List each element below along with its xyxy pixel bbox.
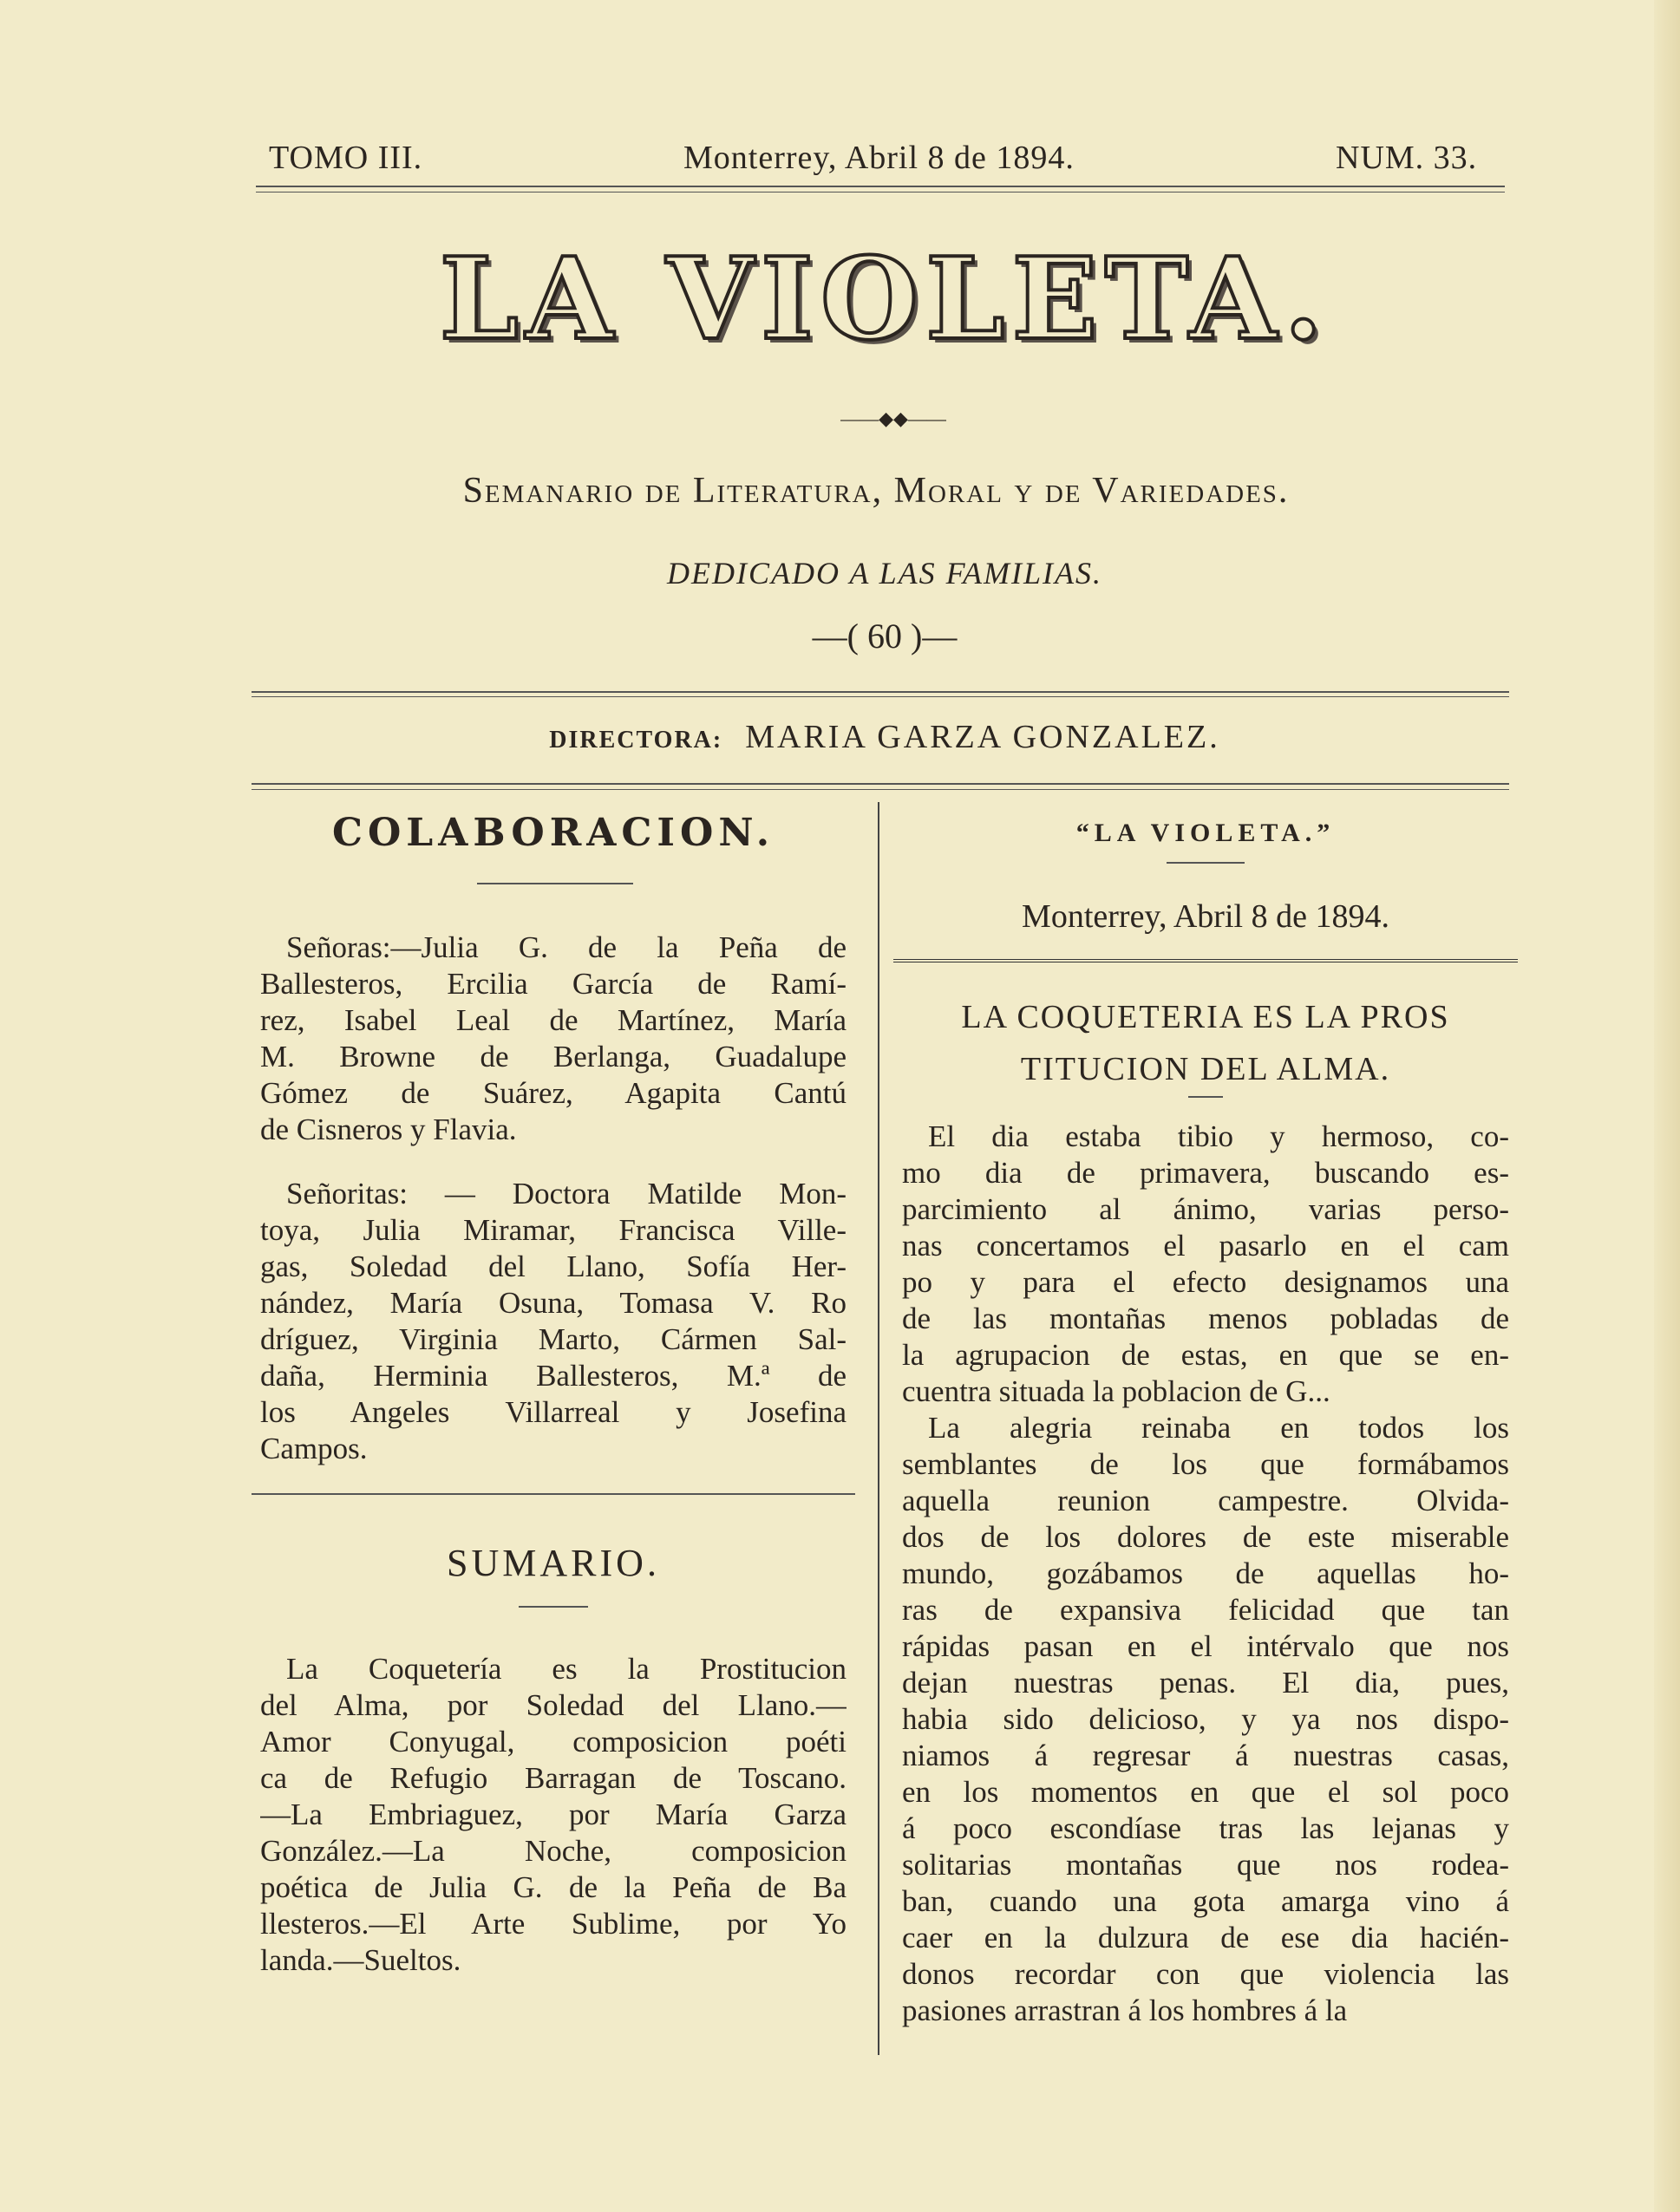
page-number: —( 60 )— (812, 617, 958, 656)
text-line: del Alma, por Soledad del Llano.— (260, 1688, 847, 1722)
ornament-divider: ——◆◆—— (840, 408, 946, 429)
text-line: landa.—Sueltos. (260, 1943, 461, 1977)
sumario-heading: SUMARIO. (447, 1542, 660, 1584)
masthead-rule-thin (252, 696, 1509, 697)
text-line: donos recordar con que violencia las (902, 1957, 1509, 1991)
text-line: mundo, gozábamos de aquellas ho- (902, 1556, 1509, 1590)
text-line: ca de Refugio Barragan de Toscano. (260, 1761, 847, 1795)
dedication: DEDICADO A LAS FAMILIAS. (667, 556, 1102, 591)
paper-name: “LA VIOLETA.” (1075, 819, 1336, 847)
director-line (260, 718, 1509, 756)
text-line: aquella reunion campestre. Olvida- (902, 1484, 1509, 1517)
colaboracion-heading: COLABORACION. (331, 811, 775, 855)
text-line: La Coquetería es la Prostitucion (286, 1652, 847, 1686)
masthead-rule (252, 691, 1509, 693)
issue-number: NUM. 33. (1336, 140, 1478, 176)
text-line: poética de Julia G. de la Peña de Ba (260, 1870, 847, 1904)
text-line: po y para el efecto designamos una (902, 1265, 1509, 1299)
header-rule (256, 186, 1505, 187)
text-line: nández, María Osuna, Tomasa V. Ro (260, 1286, 847, 1320)
text-line: solitarias montañas que nos rodea- (902, 1848, 1509, 1882)
text-line: Gómez de Suárez, Agapita Cantú (260, 1076, 847, 1110)
text-line: Señoritas: — Doctora Matilde Mon- (286, 1177, 847, 1210)
masthead-title: LA VIOLETA. (439, 232, 1330, 365)
text-line: mo dia de primavera, buscando es- (902, 1156, 1509, 1190)
text-line: de Cisneros y Flavia. (260, 1113, 517, 1146)
header-dateline: Monterrey, Abril 8 de 1894. (683, 140, 1075, 176)
left-column (260, 811, 847, 1979)
text-line: rez, Isabel Leal de Martínez, María (260, 1003, 847, 1037)
volume-label: TOMO III. (269, 140, 423, 176)
headline-line-2: TITUCION DEL ALMA. (1020, 1051, 1391, 1087)
double-rule (893, 959, 1518, 966)
text-line: daña, Herminia Ballesteros, M.ª de (260, 1359, 847, 1393)
heading-rule (477, 883, 633, 884)
senoritas-paragraph (260, 1176, 847, 1467)
article-paragraph-2 (902, 1410, 1509, 2029)
text-line: pasiones arrastran á los hombres á la (902, 1993, 1348, 2027)
text-line: nas concertamos el pasarlo en el cam (902, 1229, 1509, 1263)
text-line: M. Browne de Berlanga, Guadalupe (260, 1040, 847, 1073)
text-line: ras de expansiva felicidad que tan (902, 1593, 1509, 1627)
text-line: de las montañas menos pobladas de (902, 1302, 1509, 1335)
director-rule (252, 783, 1509, 785)
text-line: Señoras:—Julia G. de la Peña de (286, 930, 847, 964)
text-line: á poco escondíase tras las lejanas y (902, 1811, 1509, 1845)
page-edge (1654, 0, 1680, 2212)
text-line: los Angeles Villarreal y Josefina (260, 1395, 847, 1429)
text-line: llesteros.—El Arte Sublime, por Yo (260, 1907, 847, 1941)
text-line: la agrupacion de estas, en que se en- (902, 1338, 1509, 1372)
headline-line-1: LA COQUETERIA ES LA PROS (961, 999, 1450, 1035)
text-line: rápidas pasan en el intérvalo que nos (902, 1629, 1509, 1663)
text-line: Amor Conyugal, composicion poéti (260, 1725, 847, 1759)
text-line: habia sido delicioso, y ya nos dispo- (902, 1702, 1509, 1736)
text-line: ban, cuando una gota amarga vino á (902, 1884, 1509, 1918)
text-line: González.—La Noche, composicion (260, 1834, 847, 1868)
text-line: parcimiento al ánimo, varias perso- (902, 1192, 1509, 1226)
text-line: Campos. (260, 1432, 368, 1465)
text-line: gas, Soledad del Llano, Sofía Her- (260, 1250, 847, 1283)
article-paragraph-1 (902, 1119, 1509, 1410)
text-line: dos de los dolores de este miserable (902, 1520, 1509, 1554)
text-line: en los momentos en que el sol poco (902, 1775, 1509, 1809)
text-line: caer en la dulzura de ese dia hacién- (902, 1921, 1509, 1954)
right-column (902, 815, 1509, 2029)
text-line: Ballesteros, Ercilia García de Ramí- (260, 967, 847, 1001)
text-line: toya, Julia Miramar, Francisca Ville- (260, 1213, 847, 1247)
text-line: cuentra situada la poblacion de G... (902, 1374, 1330, 1408)
director-label: DIRECTORA: (549, 727, 723, 754)
text-line: La alegria reinaba en todos los (928, 1411, 1509, 1445)
text-line: El dia estaba tibio y hermoso, co- (928, 1119, 1509, 1153)
director-rule-thin (252, 789, 1509, 790)
sumario-paragraph (260, 1651, 847, 1979)
text-line: niamos á regresar á nuestras casas, (902, 1739, 1509, 1772)
text-line: dejan nuestras penas. El dia, pues, (902, 1666, 1509, 1700)
senoras-paragraph (260, 930, 847, 1148)
text-line: semblantes de los que formábamos (902, 1447, 1509, 1481)
text-line: —La Embriaguez, por María Garza (260, 1798, 847, 1831)
paper-name-rule (1167, 862, 1245, 864)
column-divider (878, 802, 879, 2055)
masthead-subtitle: Semanario de Literatura, Moral y de Variedades. (462, 471, 1290, 511)
director-name: MARIA GARZA GONZALEZ. (745, 719, 1220, 755)
right-dateline: Monterrey, Abril 8 de 1894. (1022, 898, 1389, 935)
text-line: dríguez, Virginia Marto, Cármen Sal- (260, 1322, 847, 1356)
